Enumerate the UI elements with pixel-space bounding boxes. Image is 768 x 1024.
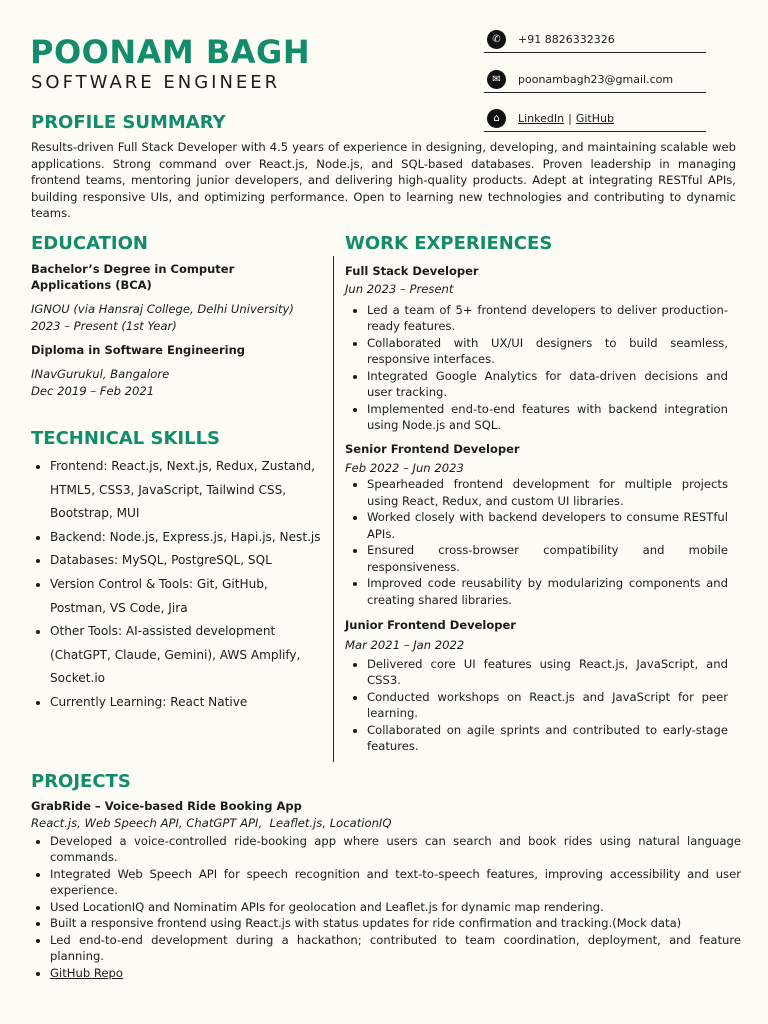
list-item: • Led a team of 5+ frontend developers to deliver production-ready features. bbox=[367, 302, 728, 335]
list-item: • Built a responsive frontend using React.js with status updates for ride confirmation and tracking.(Mock data) bbox=[50, 915, 741, 932]
list-item: • Used LocationIQ and Nominatim APIs for geolocation and Leaflet.js for dynamic map rendering. bbox=[50, 899, 741, 916]
education-dates: Dec 2019 – Feb 2021 bbox=[31, 383, 155, 398]
phone-number: +91 8826332326 bbox=[518, 32, 615, 46]
column-divider bbox=[333, 256, 334, 762]
list-item: • Integrated Web Speech API for speech recognition and text-to-speech features, improving accessibility and user experience. bbox=[50, 866, 741, 899]
education-degree: Bachelor’s Degree in Computer Applications (BCA) bbox=[31, 262, 235, 292]
list-item: • Version Control & Tools: Git, GitHub, Postman, VS Code, Jira bbox=[50, 573, 321, 620]
list-item: • Worked closely with backend developers to consume RESTful APIs. bbox=[367, 509, 728, 542]
project-stack: React.js, Web Speech API, ChatGPT API, Leaflet.js, LocationIQ bbox=[31, 816, 392, 830]
list-item: • Collaborated on agile sprints and contributed to early-stage features. bbox=[367, 722, 728, 755]
education-list bbox=[31, 261, 306, 399]
list-item: • Conducted workshops on React.js and JavaScript for peer learning. bbox=[367, 689, 728, 722]
list-item: • Spearheaded frontend development for multiple projects using React, Redux, and custom UI libraries. bbox=[367, 476, 728, 509]
job-title: SOFTWARE ENGINEER bbox=[31, 72, 281, 93]
education-school: INavGurukul, Bangalore bbox=[31, 367, 170, 381]
job-bullets bbox=[345, 476, 728, 608]
list-item: • Backend: Node.js, Express.js, Hapi.js, Nest.js bbox=[50, 526, 321, 550]
job-bullets bbox=[345, 656, 728, 755]
job-role: Junior Frontend Developer bbox=[345, 618, 516, 632]
mail-icon: ✉ bbox=[487, 70, 506, 89]
job-dates: Feb 2022 – Jun 2023 bbox=[345, 460, 464, 475]
list-item: • Databases: MySQL, PostgreSQL, SQL bbox=[50, 549, 321, 573]
education-degree: Diploma in Software Engineering bbox=[31, 343, 246, 357]
list-item: • Ensured cross-browser compatibility and mobile responsiveness. bbox=[367, 542, 728, 575]
project-bullets bbox=[31, 833, 741, 982]
candidate-name: POONAM BAGH bbox=[30, 33, 311, 71]
education-dates: 2023 – Present (1st Year) bbox=[31, 318, 177, 333]
job-role: Full Stack Developer bbox=[345, 264, 479, 278]
projects-section bbox=[31, 798, 741, 981]
list-item: • Developed a voice-controlled ride-booking app where users can search and book rides using natural language commands. bbox=[50, 833, 741, 866]
list-item: • Collaborated with UX/UI designers to build seamless, responsive interfaces. bbox=[367, 335, 728, 368]
job-dates: Jun 2023 – Present bbox=[345, 282, 454, 296]
email-address: poonambagh23@gmail.com bbox=[518, 72, 674, 86]
phone-icon: ✆ bbox=[487, 30, 506, 49]
contact-email-row bbox=[484, 66, 706, 93]
education-heading: EDUCATION bbox=[31, 233, 148, 254]
list-item: • Led end-to-end development during a hackathon; contributed to team coordination, deployment, and feature planning. bbox=[50, 932, 741, 965]
work-list bbox=[345, 263, 728, 755]
job-bullets bbox=[345, 302, 728, 434]
list-item: • Other Tools: AI-assisted development (ChatGPT, Claude, Gemini), AWS Amplify, Socket.io bbox=[50, 620, 321, 691]
list-item: • Currently Learning: React Native bbox=[50, 691, 321, 715]
technical-skills-heading: TECHNICAL SKILLS bbox=[31, 428, 220, 449]
list-item: • Integrated Google Analytics for data-driven decisions and user tracking. bbox=[367, 368, 728, 401]
github-repo-link[interactable]: GitHub Repo bbox=[50, 965, 123, 980]
skills-list bbox=[31, 455, 321, 715]
linkedin-link[interactable]: LinkedIn bbox=[518, 111, 565, 125]
list-item: • Delivered core UI features using React.js, JavaScript, and CSS3. bbox=[367, 656, 728, 689]
job-dates: Mar 2021 – Jan 2022 bbox=[345, 638, 465, 652]
list-item: • Frontend: React.js, Next.js, Redux, Zustand, HTML5, CSS3, JavaScript, Tailwind CSS, Bootstrap, MUI bbox=[50, 455, 321, 526]
profile-summary-heading: PROFILE SUMMARY bbox=[31, 112, 226, 133]
list-item: • Improved code reusability by modularizing components and creating shared libraries. bbox=[367, 575, 728, 608]
education-school: IGNOU (via Hansraj College, Delhi University) bbox=[31, 302, 294, 316]
skills-section bbox=[31, 455, 321, 715]
contact-links-row bbox=[484, 105, 706, 132]
profile-summary-text: Results-driven Full Stack Developer with 4.5 years of experience in designing, developing, and maintaining scalable web applications. Strong command over React.js, Node.js, and SQL-based databases. Proven leadership in managing frontend teams, mentoring junior developers, and delivering high-quality products. Adept at integrating RESTful APIs, building responsive UIs, and optimizing performance. Open to learning new technologies and contributing to dynamic teams. bbox=[31, 140, 736, 220]
project-title: GrabRide – Voice-based Ride Booking App bbox=[31, 799, 302, 813]
job-role: Senior Frontend Developer bbox=[345, 441, 520, 456]
link-separator: | bbox=[568, 111, 572, 125]
projects-heading: PROJECTS bbox=[31, 771, 131, 792]
home-icon: ⌂ bbox=[487, 109, 506, 128]
contact-phone-row bbox=[484, 26, 706, 53]
work-experiences-heading: WORK EXPERIENCES bbox=[345, 233, 553, 254]
github-link[interactable]: GitHub bbox=[575, 111, 614, 125]
list-item: • Implemented end-to-end features with backend integration using Node.js and SQL. bbox=[367, 401, 728, 434]
list-item bbox=[50, 965, 741, 982]
